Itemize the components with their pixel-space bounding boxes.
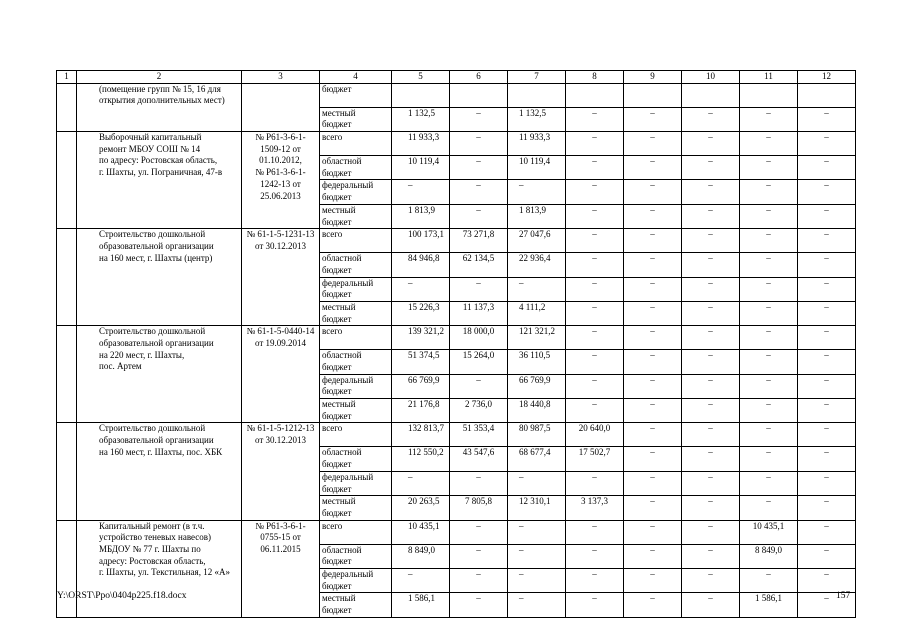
amount-cell: – — [682, 180, 740, 204]
amount-cell: – — [566, 471, 624, 495]
amount-cell: – — [740, 204, 798, 228]
funding-source-cell: всего — [320, 520, 392, 544]
amount-cell — [392, 83, 450, 107]
amount-cell: – — [450, 132, 508, 156]
row-number-cell — [57, 520, 77, 617]
amount-cell: – — [508, 277, 566, 301]
amount-cell: 2 736,0 — [450, 399, 508, 423]
amount-cell: – — [740, 496, 798, 520]
amount-cell: – — [392, 471, 450, 495]
amount-cell: 3 137,3 — [566, 496, 624, 520]
amount-cell: 132 813,7 — [392, 423, 450, 447]
amount-cell: – — [798, 350, 856, 374]
amount-cell: – — [798, 374, 856, 398]
amount-cell: – — [682, 374, 740, 398]
amount-cell: – — [740, 301, 798, 325]
amount-cell: – — [450, 180, 508, 204]
amount-cell: 10 435,1 — [740, 520, 798, 544]
amount-cell: 112 550,2 — [392, 447, 450, 471]
amount-cell: 80 987,5 — [508, 423, 566, 447]
amount-cell: 36 110,5 — [508, 350, 566, 374]
col-num: 10 — [682, 71, 740, 84]
amount-cell: 20 263,5 — [392, 496, 450, 520]
amount-cell: – — [566, 350, 624, 374]
amount-cell — [450, 83, 508, 107]
amount-cell: – — [566, 593, 624, 617]
amount-cell: 15 264,0 — [450, 350, 508, 374]
amount-cell: – — [624, 471, 682, 495]
amount-cell: – — [798, 471, 856, 495]
funding-source-cell: бюджет — [320, 83, 392, 107]
amount-cell — [682, 83, 740, 107]
amount-cell: – — [740, 471, 798, 495]
amount-cell: – — [798, 253, 856, 277]
amount-cell: 8 849,0 — [740, 544, 798, 568]
col-num: 7 — [508, 71, 566, 84]
amount-cell: – — [740, 326, 798, 350]
amount-cell: – — [682, 132, 740, 156]
funding-source-cell: местный бюджет — [320, 107, 392, 131]
amount-cell: – — [740, 447, 798, 471]
amount-cell: – — [798, 544, 856, 568]
amount-cell: – — [392, 180, 450, 204]
amount-cell — [624, 83, 682, 107]
amount-cell: – — [624, 496, 682, 520]
funding-source-cell: федеральный бюджет — [320, 374, 392, 398]
amount-cell: – — [682, 593, 740, 617]
col-num: 1 — [57, 71, 77, 84]
amount-cell: 15 226,3 — [392, 301, 450, 325]
footer-page-number: 157 — [836, 591, 851, 601]
amount-cell: 10 119,4 — [392, 156, 450, 180]
object-name-cell: Выборочный капитальный ремонт МБОУ СОШ № 14 по адресу: Ростовская область, г. Шахты, ул. Пограничная, 47-в — [77, 132, 242, 229]
amount-cell: 66 769,9 — [392, 374, 450, 398]
funding-source-cell: областной бюджет — [320, 447, 392, 471]
table-row — [57, 326, 856, 350]
amount-cell: – — [798, 301, 856, 325]
amount-cell: – — [450, 593, 508, 617]
col-num: 8 — [566, 71, 624, 84]
funding-source-cell: местный бюджет — [320, 204, 392, 228]
amount-cell: – — [740, 374, 798, 398]
amount-cell: – — [624, 520, 682, 544]
amount-cell: – — [566, 107, 624, 131]
amount-cell: – — [798, 204, 856, 228]
object-name-cell: (помещение групп № 15, 16 для открытия дополнительных мест) — [77, 83, 242, 131]
row-number-cell — [57, 132, 77, 229]
amount-cell: – — [450, 544, 508, 568]
amount-cell: – — [682, 301, 740, 325]
col-num: 2 — [77, 71, 242, 84]
amount-cell: 7 805,8 — [450, 496, 508, 520]
column-number-row — [57, 71, 856, 84]
amount-cell: – — [682, 326, 740, 350]
amount-cell: – — [798, 180, 856, 204]
object-name-cell: Строительство дошкольной образовательной организации на 160 мест, г. Шахты (центр) — [77, 229, 242, 326]
budget-table — [56, 70, 856, 618]
amount-cell: – — [566, 374, 624, 398]
document-ref-cell: № Р61-3-6-1- 0755-15 от 06.11.2015 — [242, 520, 320, 617]
amount-cell: – — [450, 204, 508, 228]
amount-cell — [798, 83, 856, 107]
amount-cell: – — [624, 229, 682, 253]
amount-cell: – — [624, 180, 682, 204]
amount-cell: 8 849,0 — [392, 544, 450, 568]
amount-cell: 18 000,0 — [450, 326, 508, 350]
amount-cell: 17 502,7 — [566, 447, 624, 471]
amount-cell: – — [798, 229, 856, 253]
table-row — [57, 83, 856, 107]
amount-cell: 20 640,0 — [566, 423, 624, 447]
col-num: 9 — [624, 71, 682, 84]
amount-cell: 1 586,1 — [740, 593, 798, 617]
amount-cell: – — [508, 544, 566, 568]
funding-source-cell: федеральный бюджет — [320, 568, 392, 592]
amount-cell: – — [798, 132, 856, 156]
amount-cell: – — [798, 568, 856, 592]
amount-cell — [508, 83, 566, 107]
row-number-cell — [57, 423, 77, 520]
amount-cell: – — [566, 520, 624, 544]
col-num: 11 — [740, 71, 798, 84]
table-row — [57, 520, 856, 544]
amount-cell: – — [682, 277, 740, 301]
amount-cell: – — [798, 496, 856, 520]
amount-cell: – — [624, 107, 682, 131]
amount-cell: 139 321,2 — [392, 326, 450, 350]
amount-cell: – — [624, 447, 682, 471]
amount-cell: – — [740, 568, 798, 592]
amount-cell: 51 353,4 — [450, 423, 508, 447]
amount-cell — [566, 83, 624, 107]
funding-source-cell: федеральный бюджет — [320, 180, 392, 204]
funding-source-cell: всего — [320, 326, 392, 350]
amount-cell — [740, 83, 798, 107]
funding-source-cell: местный бюджет — [320, 399, 392, 423]
amount-cell: – — [682, 471, 740, 495]
amount-cell: – — [798, 423, 856, 447]
amount-cell: – — [740, 107, 798, 131]
amount-cell: – — [508, 593, 566, 617]
amount-cell: 121 321,2 — [508, 326, 566, 350]
funding-source-cell: местный бюджет — [320, 593, 392, 617]
amount-cell: – — [740, 132, 798, 156]
row-number-cell — [57, 326, 77, 423]
amount-cell: 84 946,8 — [392, 253, 450, 277]
amount-cell: – — [740, 423, 798, 447]
col-num: 12 — [798, 71, 856, 84]
funding-source-cell: областной бюджет — [320, 253, 392, 277]
amount-cell: 11 933,3 — [508, 132, 566, 156]
object-name-cell: Строительство дошкольной образовательной организации на 220 мест, г. Шахты, пос. Артем — [77, 326, 242, 423]
amount-cell: 10 435,1 — [392, 520, 450, 544]
amount-cell: – — [798, 520, 856, 544]
amount-cell: 68 677,4 — [508, 447, 566, 471]
amount-cell: – — [450, 471, 508, 495]
table-row — [57, 423, 856, 447]
amount-cell: 11 933,3 — [392, 132, 450, 156]
amount-cell: – — [682, 229, 740, 253]
col-num: 3 — [242, 71, 320, 84]
amount-cell: – — [740, 277, 798, 301]
amount-cell: – — [740, 156, 798, 180]
amount-cell: 21 176,8 — [392, 399, 450, 423]
col-num: 4 — [320, 71, 392, 84]
amount-cell: – — [624, 423, 682, 447]
funding-source-cell: всего — [320, 423, 392, 447]
amount-cell: – — [682, 544, 740, 568]
amount-cell: – — [566, 399, 624, 423]
amount-cell: 12 310,1 — [508, 496, 566, 520]
amount-cell: – — [624, 374, 682, 398]
amount-cell: 73 271,8 — [450, 229, 508, 253]
funding-source-cell: всего — [320, 132, 392, 156]
amount-cell: – — [798, 447, 856, 471]
document-ref-cell — [242, 83, 320, 131]
amount-cell: – — [508, 520, 566, 544]
amount-cell: – — [798, 277, 856, 301]
amount-cell: – — [682, 568, 740, 592]
amount-cell: – — [624, 544, 682, 568]
amount-cell: – — [624, 399, 682, 423]
amount-cell: – — [392, 568, 450, 592]
amount-cell: – — [450, 568, 508, 592]
amount-cell: – — [682, 107, 740, 131]
amount-cell: – — [450, 277, 508, 301]
funding-source-cell: местный бюджет — [320, 496, 392, 520]
amount-cell: – — [624, 301, 682, 325]
amount-cell: – — [682, 520, 740, 544]
object-name-cell: Строительство дошкольной образовательной организации на 160 мест, г. Шахты, пос. ХБК — [77, 423, 242, 520]
amount-cell: – — [508, 568, 566, 592]
amount-cell: 62 134,5 — [450, 253, 508, 277]
amount-cell: 11 137,3 — [450, 301, 508, 325]
amount-cell: – — [450, 520, 508, 544]
amount-cell: – — [740, 399, 798, 423]
document-ref-cell: № 61-1-5-1231-13 от 30.12.2013 — [242, 229, 320, 326]
amount-cell: – — [566, 180, 624, 204]
amount-cell: – — [624, 350, 682, 374]
amount-cell: – — [682, 496, 740, 520]
amount-cell: – — [566, 204, 624, 228]
amount-cell: – — [682, 253, 740, 277]
col-num: 5 — [392, 71, 450, 84]
amount-cell: – — [566, 326, 624, 350]
amount-cell: – — [624, 204, 682, 228]
amount-cell: – — [624, 277, 682, 301]
amount-cell: – — [450, 156, 508, 180]
funding-source-cell: областной бюджет — [320, 350, 392, 374]
amount-cell: 10 119,4 — [508, 156, 566, 180]
amount-cell: 4 111,2 — [508, 301, 566, 325]
amount-cell: 22 936,4 — [508, 253, 566, 277]
amount-cell: – — [682, 447, 740, 471]
amount-cell: – — [624, 593, 682, 617]
amount-cell: – — [566, 544, 624, 568]
funding-source-cell: областной бюджет — [320, 156, 392, 180]
amount-cell: – — [624, 326, 682, 350]
amount-cell: 18 440,8 — [508, 399, 566, 423]
amount-cell: – — [682, 423, 740, 447]
amount-cell: – — [682, 156, 740, 180]
amount-cell: – — [740, 350, 798, 374]
amount-cell: – — [566, 568, 624, 592]
footer-file-path: Y:\ORST\Ppo\0404p225.f18.docx — [57, 591, 187, 601]
document-ref-cell: № 61-1-5-1212-13 от 30.12.2013 — [242, 423, 320, 520]
amount-cell: – — [798, 399, 856, 423]
row-number-cell — [57, 83, 77, 131]
funding-source-cell: федеральный бюджет — [320, 471, 392, 495]
amount-cell: 51 374,5 — [392, 350, 450, 374]
amount-cell: – — [682, 399, 740, 423]
document-ref-cell: № Р61-3-6-1- 1509-12 от 01.10.2012, № Р61-3-6-1- 1242-13 от 25.06.2013 — [242, 132, 320, 229]
object-name-cell: Капитальный ремонт (в т.ч. устройство теневых навесов) МБДОУ № 77 г. Шахты по адресу: Ростовская область, г. Шахты, ул. Текстильная, 12 «А» — [77, 520, 242, 617]
amount-cell: – — [682, 204, 740, 228]
funding-source-cell: всего — [320, 229, 392, 253]
amount-cell: – — [740, 180, 798, 204]
amount-cell: – — [566, 301, 624, 325]
amount-cell: 66 769,9 — [508, 374, 566, 398]
funding-source-cell: федеральный бюджет — [320, 277, 392, 301]
amount-cell: 1 813,9 — [508, 204, 566, 228]
amount-cell: – — [508, 471, 566, 495]
amount-cell: – — [450, 107, 508, 131]
amount-cell: – — [566, 156, 624, 180]
amount-cell: 1 132,5 — [392, 107, 450, 131]
amount-cell: – — [624, 253, 682, 277]
amount-cell: – — [682, 350, 740, 374]
amount-cell: 27 047,6 — [508, 229, 566, 253]
amount-cell: – — [798, 593, 856, 617]
amount-cell: – — [508, 180, 566, 204]
amount-cell: 100 173,1 — [392, 229, 450, 253]
amount-cell: 1 813,9 — [392, 204, 450, 228]
amount-cell: – — [624, 156, 682, 180]
amount-cell: – — [798, 156, 856, 180]
row-number-cell — [57, 229, 77, 326]
document-ref-cell: № 61-1-5-0440-14 от 19.09.2014 — [242, 326, 320, 423]
amount-cell: – — [566, 277, 624, 301]
funding-source-cell: областной бюджет — [320, 544, 392, 568]
amount-cell: – — [392, 277, 450, 301]
table-row — [57, 229, 856, 253]
amount-cell: 1 132,5 — [508, 107, 566, 131]
amount-cell: – — [566, 229, 624, 253]
amount-cell: – — [566, 132, 624, 156]
amount-cell: – — [624, 132, 682, 156]
amount-cell: 43 547,6 — [450, 447, 508, 471]
table-row — [57, 132, 856, 156]
amount-cell: – — [798, 326, 856, 350]
amount-cell: – — [740, 229, 798, 253]
col-num: 6 — [450, 71, 508, 84]
funding-source-cell: местный бюджет — [320, 301, 392, 325]
amount-cell: – — [566, 253, 624, 277]
amount-cell: – — [740, 253, 798, 277]
amount-cell: – — [450, 374, 508, 398]
amount-cell: – — [798, 107, 856, 131]
amount-cell: – — [624, 568, 682, 592]
amount-cell: 1 586,1 — [392, 593, 450, 617]
